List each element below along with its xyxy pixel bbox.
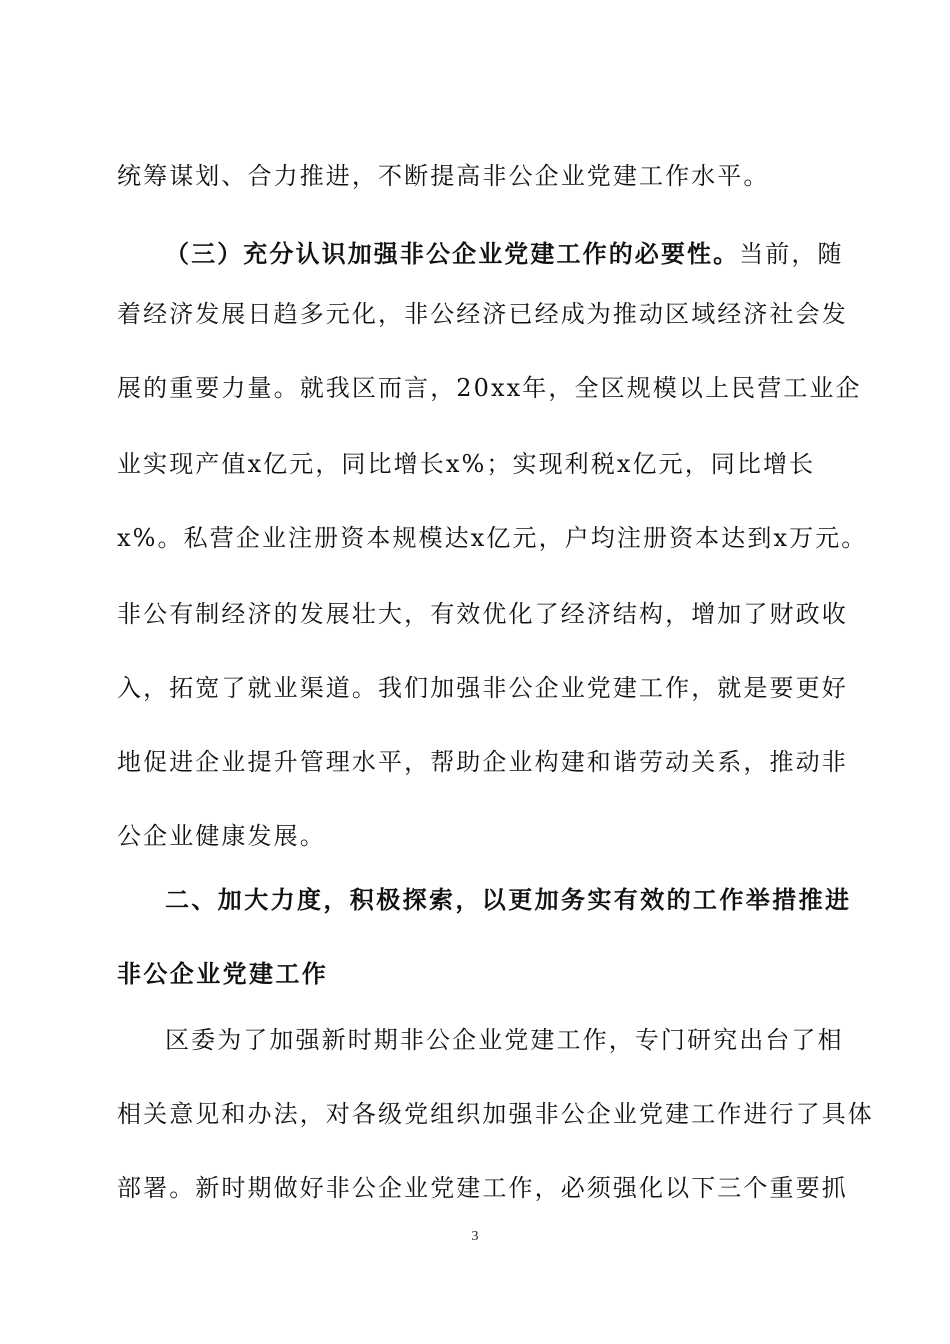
body-text-line: 相关意见和办法，对各级党组织加强非公企业党建工作进行了具体	[117, 1100, 874, 1128]
body-text-line: 统筹谋划、合力推进，不断提高非公企业党建工作水平。	[117, 162, 770, 190]
body-text-line: x%。私营企业注册资本规模达x亿元，户均注册资本达到x万元。	[117, 524, 868, 552]
body-text-line: 展的重要力量。就我区而言，20xx年，全区规模以上民营工业企	[117, 374, 862, 402]
page-number: 3	[471, 1229, 479, 1244]
body-text-line: 着经济发展日趋多元化，非公经济已经成为推动区域经济社会发	[117, 300, 848, 328]
paragraph-start: 区委为了加强新时期非公企业党建工作，专门研究出台了相	[165, 1026, 844, 1054]
body-text-line: 地促进企业提升管理水平，帮助企业构建和谐劳动关系，推动非	[117, 748, 848, 776]
body-text-line: 入，拓宽了就业渠道。我们加强非公企业党建工作，就是要更好	[117, 674, 848, 702]
body-text-line: 公企业健康发展。	[117, 822, 326, 850]
section-3-line	[165, 238, 844, 270]
body-text-line: 非公有制经济的发展壮大，有效优化了经济结构，增加了财政收	[117, 600, 848, 628]
section-3-text: 当前，随	[739, 240, 844, 268]
section-3-title: （三）充分认识加强非公企业党建工作的必要性。	[165, 240, 740, 268]
section-heading-continued: 非公企业党建工作	[117, 960, 329, 988]
body-text-line: 业实现产值x亿元，同比增长x%；实现利税x亿元，同比增长	[117, 450, 816, 478]
section-heading: 二、加大力度，积极探索，以更加务实有效的工作举措推进	[165, 886, 852, 914]
body-text-line: 部署。新时期做好非公企业党建工作，必须强化以下三个重要抓	[117, 1174, 848, 1202]
